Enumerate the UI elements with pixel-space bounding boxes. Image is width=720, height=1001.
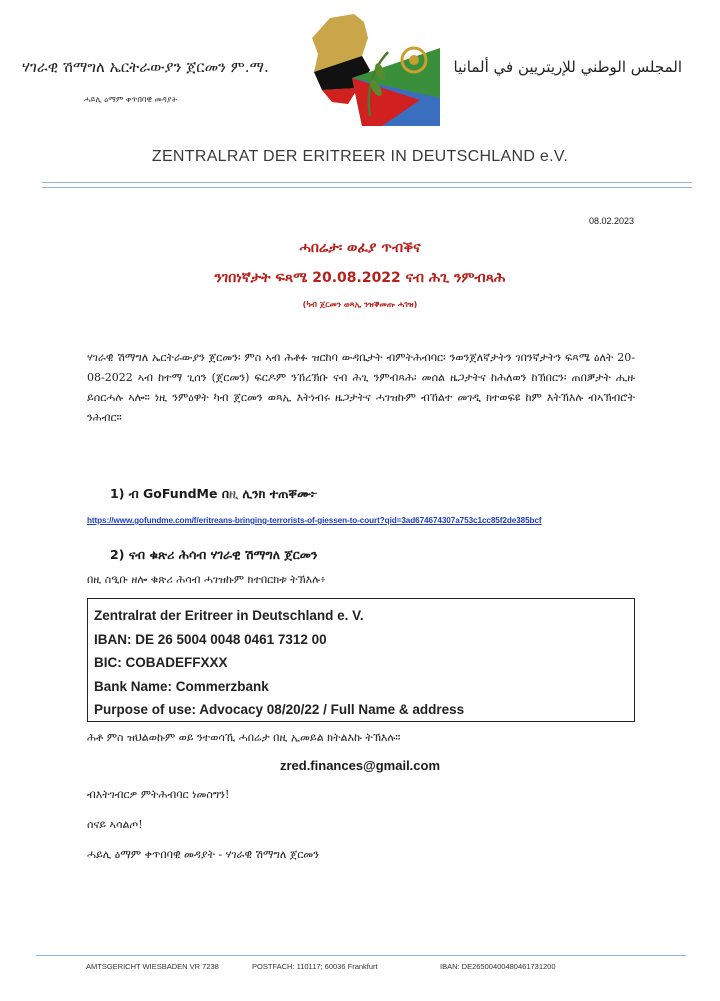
bank-name: Bank Name: Commerzbank — [94, 678, 269, 694]
header-rule — [42, 187, 692, 188]
contact-line: ሕቶ ምስ ዝህልወኩም ወይ ንተወሳኺ ሓበሬታ በዚ ኢመይል ክትልእኩ ትኽእሉ። — [87, 731, 401, 744]
contact-email[interactable]: zred.finances@gmail.com — [279, 758, 441, 773]
section-bank-heading: 2) ናብ ቁጽሪ ሕሳብ ሃገራዊ ሽማግለ ጀርመን — [110, 547, 318, 562]
letter-note: (ካብ ጀርመን ወጻኢ ንዝቕመጡ ሓገዝ) — [302, 300, 418, 309]
purpose-of-use: Purpose of use: Advocacy 08/20/22 / Full Name & address — [94, 702, 465, 717]
section-gofundme-heading: 1) ብ GoFundMe በዚ ሊንክ ተጠቐሙ፦ — [110, 486, 318, 501]
footer-postfach: POSTFACH: 110117; 60036 Frankfurt — [252, 962, 378, 971]
body-paragraph: ሃገራዊ ሽማግለ ኤርትራውያን ጀርመን፡ ምስ ኣብ ሕቶፉ ዝርከባ ውዳቤታት ብምትሕብባር፡ ንወንጀለኛታትን ገበንኛታትን ፍጻሜ ዕለት 20-08-2022 ኣብ ከተማ ጊሰን (ጀርመን) ፍርዶም ንኸረኽቡ ናብ ሕጊ ንምብጻሕ፡ መሰል ዜጋታትና ከሕለወን ከኽበርን፡ ጠበቓታት ሒዙ ይሰርሓሉ ኣሎ። ነዚ ንምዕዋት ካብ ጀርመን ወጻኢ እትነብሩ ዜጋታትና ሓገዝኩም ብኸልተ መገዲ ክተወፍዩ ከም እትኽእሉ ብኣኽብሮት ንሕብር። — [87, 351, 635, 424]
letter-title: ሓበሬታ፡ ወፈያ ጥብቕና — [299, 240, 421, 256]
footer-court: AMTSGERICHT WIESBADEN VR 7238 — [86, 962, 219, 971]
header-rule — [42, 182, 692, 183]
thanks-line: ብእትገብርዎ ምትሕብባር ነመስግን! — [87, 788, 230, 801]
footer-rule — [36, 955, 686, 956]
footer-iban: IBAN: DE26500400480461731200 — [440, 962, 556, 971]
org-subtitle-tigrinya: ሓይሊ ዕማም ቀጥበባዊ መዳያት — [84, 95, 178, 104]
org-name-tigrinya: ሃገራዊ ሽማግለ ኤርትራውያን ጀርመን ም.ማ. — [22, 58, 269, 76]
iban: IBAN: DE 26 5004 0048 0461 7312 00 — [94, 631, 327, 647]
account-holder: Zentralrat der Eritreer in Deutschland e. V. — [94, 608, 364, 623]
letter-subtitle: ንገበነኛታት ፍጻሜ 20.08.2022 ናብ ሕጊ ንምብጻሕ — [214, 270, 506, 286]
bank-details-box — [87, 598, 635, 722]
org-name-german: ZENTRALRAT DER ERITREER IN DEUTSCHLAND e.V. — [151, 148, 569, 165]
gofundme-link[interactable]: https://www.gofundme.com/f/eritreans-bringing-terrorists-of-giessen-to-court?qid=3ad674674307a753c1cc85f2de385bcf — [87, 516, 542, 525]
bic: BIC: COBADEFFXXX — [94, 655, 228, 670]
org-name-arabic: المجلس الوطني للإريتريين في ألمانيا — [453, 58, 682, 76]
signature-line: ሓይሊ ዕማም ቀጥበባዊ መዳያት - ሃገራዊ ሽማግለ ጀርመን — [87, 848, 320, 861]
bank-intro: በዚ ስዒቡ ዘሎ ቁጽሪ ሕሳብ ሓገዝኩም ክተበርክቱ ትኽእሉ፥ — [87, 573, 326, 586]
eritrea-germany-emblem-icon — [292, 8, 442, 133]
greeting-line: ሰናይ ኣሳልጦ! — [87, 818, 143, 831]
letter-date: 08.02.2023 — [588, 216, 634, 226]
